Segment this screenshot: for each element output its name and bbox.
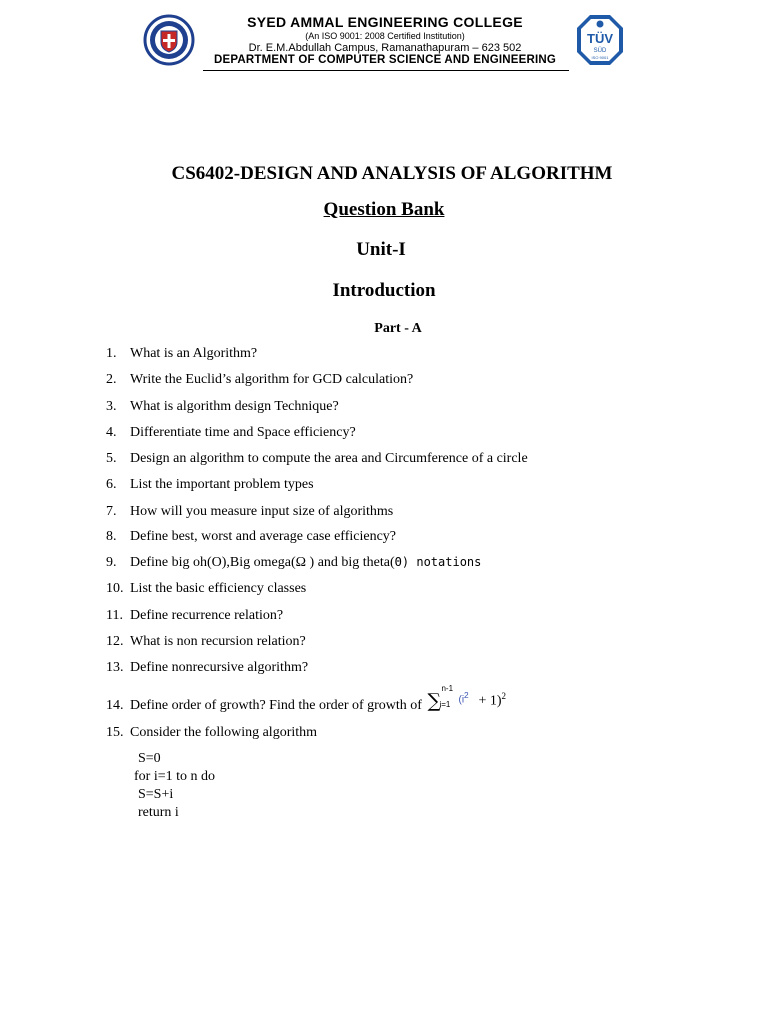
college-name: SYED AMMAL ENGINEERING COLLEGE bbox=[247, 14, 523, 30]
question-text: Define best, worst and average case efficiency? bbox=[130, 529, 396, 544]
question-item bbox=[106, 634, 306, 650]
growth-formula bbox=[425, 684, 527, 716]
question-item bbox=[106, 425, 356, 441]
question-item bbox=[106, 660, 308, 676]
question-number: 7. bbox=[106, 504, 117, 519]
formula-tail: + 1)$^2$ bbox=[478, 691, 507, 709]
question-text: Define recurrence relation? bbox=[130, 608, 284, 623]
question-number: 8. bbox=[106, 529, 117, 544]
question-item bbox=[106, 581, 306, 597]
question-number: 9. bbox=[106, 555, 117, 570]
sum-upper-limit: n-1 bbox=[441, 684, 454, 693]
campus-address: Dr. E.M.Abdullah Campus, Ramanathapuram – 623 502 bbox=[248, 42, 522, 54]
question-text: List the important problem types bbox=[130, 477, 314, 492]
unit-heading: Unit-I bbox=[356, 239, 406, 260]
question-number: 2. bbox=[106, 372, 117, 387]
iso-certification: (An ISO 9001: 2008 Certified Institution) bbox=[305, 31, 465, 41]
question-number: 10. bbox=[106, 581, 124, 596]
question-text: Define big oh(O),Big omega(Ω ) and big theta( bbox=[130, 555, 395, 570]
question-item bbox=[106, 504, 393, 520]
question-number: 3. bbox=[106, 399, 117, 414]
question-item bbox=[106, 555, 481, 571]
question-text: What is non recursion relation? bbox=[130, 634, 306, 649]
sigma-symbol: ∑ bbox=[427, 690, 442, 712]
question-text: What is algorithm design Technique? bbox=[130, 399, 339, 414]
tuv-logo-text: TÜV bbox=[587, 31, 613, 46]
question-text: List the basic efficiency classes bbox=[130, 581, 307, 596]
question-number: 5. bbox=[106, 451, 117, 466]
question-text: Write the Euclid’s algorithm for GCD calculation? bbox=[130, 372, 414, 387]
question-item bbox=[106, 529, 396, 545]
question-item bbox=[106, 451, 528, 467]
sum-term: ($i^2$ bbox=[458, 690, 469, 706]
formula-exponent: 2 bbox=[501, 691, 507, 701]
course-title: CS6402-DESIGN AND ANALYSIS OF ALGORITHM bbox=[171, 163, 613, 184]
question-number: 1. bbox=[106, 346, 117, 361]
question-bank-heading: Question Bank bbox=[323, 199, 445, 220]
tuv-logo-code: ISO 9001 bbox=[591, 55, 609, 60]
question-text: Define order of growth? Find the order of growth of bbox=[130, 698, 426, 714]
question-text: Define nonrecursive algorithm? bbox=[130, 660, 309, 675]
question-text: How will you measure input size of algorithms bbox=[130, 504, 394, 519]
question-text: What is an Algorithm? bbox=[130, 346, 258, 361]
question-number: 14. bbox=[106, 698, 124, 714]
question-number: 15. bbox=[106, 725, 124, 740]
department-name: DEPARTMENT OF COMPUTER SCIENCE AND ENGINEERING bbox=[213, 54, 557, 66]
question-item bbox=[106, 477, 314, 493]
question-item bbox=[106, 684, 527, 716]
question-item bbox=[106, 725, 317, 741]
part-heading: Part - A bbox=[374, 321, 422, 336]
question-text: Consider the following algorithm bbox=[130, 725, 318, 740]
question-number: 4. bbox=[106, 425, 117, 440]
tuv-logo-sub: SÜD bbox=[593, 48, 607, 54]
college-crest-icon bbox=[143, 14, 195, 66]
algorithm-line: return i bbox=[138, 805, 179, 820]
question-number: 12. bbox=[106, 634, 124, 649]
algorithm-line: S=S+i bbox=[138, 787, 174, 802]
header-divider bbox=[203, 70, 569, 71]
question-number: 6. bbox=[106, 477, 117, 492]
question-text: Design an algorithm to compute the area and Circumference of a circle bbox=[130, 451, 528, 466]
question-item bbox=[106, 372, 413, 388]
question-number: 13. bbox=[106, 660, 124, 675]
tuv-certification-icon bbox=[576, 14, 624, 66]
algorithm-line: for i=1 to n do bbox=[134, 769, 215, 784]
question-number: 11. bbox=[106, 608, 123, 623]
question-item bbox=[106, 346, 257, 362]
question-text: Differentiate time and Space efficiency? bbox=[130, 425, 356, 440]
sum-lower-limit: i=1 bbox=[439, 700, 451, 709]
term-power: 2 bbox=[464, 690, 469, 700]
question-text-notation: Θ) notations bbox=[394, 555, 482, 569]
topic-heading: Introduction bbox=[332, 280, 436, 301]
question-item bbox=[106, 399, 339, 415]
question-item bbox=[106, 608, 283, 624]
algorithm-line: S=0 bbox=[138, 751, 161, 766]
